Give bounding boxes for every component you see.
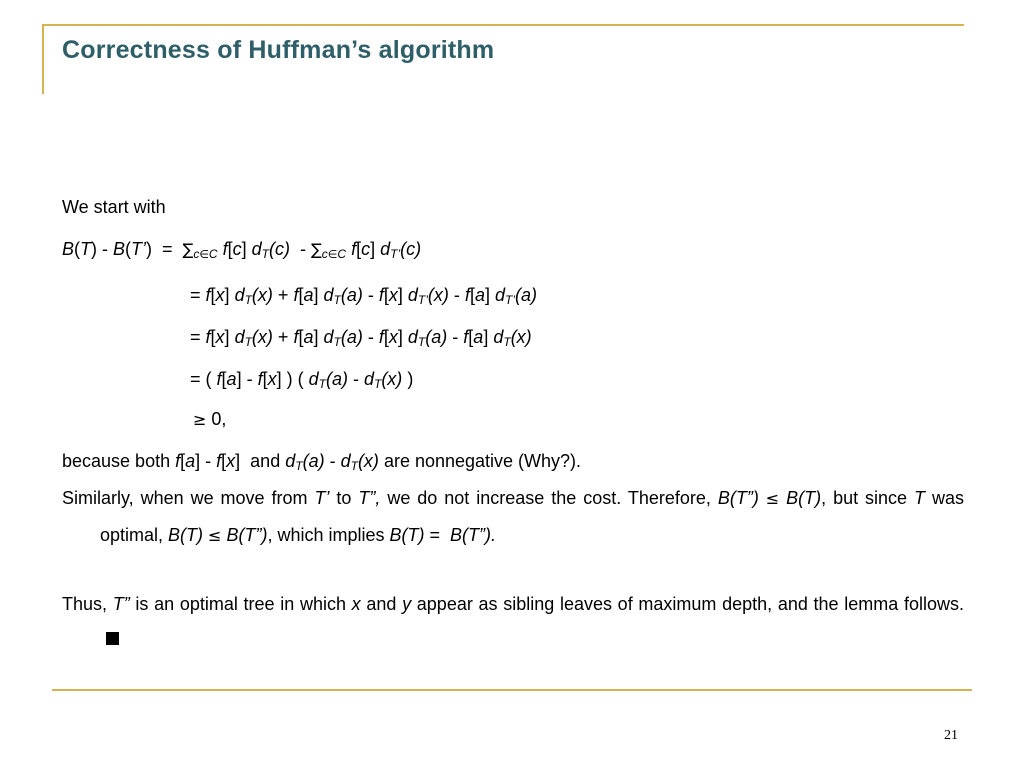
equation-line-3: = f[x] $d_T(x) + f[a]$ $d_T(a) - f[x]$ $d_T(a) - f[a]$ $d_T(x)$ <box>190 327 532 349</box>
bottom-rule <box>52 689 972 691</box>
thus-paragraph: Thus, T” is an optimal tree in which x and y appear as sibling leaves of maximum depth, and the lemma follows. <box>62 586 964 658</box>
top-rule <box>42 24 964 26</box>
intro-text: We start with <box>62 197 166 217</box>
equation-line-5: ≥ 0, <box>193 409 227 429</box>
because-line: because both f[a] - f[x] and $d_T(a) - d_T(x)$ are nonnegative (Why?). <box>62 451 582 473</box>
slide-title: Correctness of Huffman’s algorithm <box>62 36 495 64</box>
similarly-paragraph: Similarly, when we move from T’ to T”, we do not increase the cost. Therefore, B(T”) ≤ B(T), but since T was optimal, B(T) ≤ B(T”), which implies B(T) = B(T”). <box>62 488 964 545</box>
qed-square-icon <box>106 632 119 645</box>
equation-line-1: B(T) - B(T’) = $\sum_{c\in C}$ f[c] $d_T(c) - \sum_{c\in C}$ f[c] $d_{T’}(c)$ <box>62 239 422 261</box>
page-number: 21 <box>944 728 958 743</box>
equation-line-2: = f[x] $d_T(x) + f[a]$ $d_T(a) - f[x]$ $d_{T’}(x) - f[a]$ $d_{T’}(a)$ <box>190 285 537 307</box>
equation-line-4: = ( f[a] - f[x] ) ( $d_T(a) - d_T(x)$ ) <box>190 369 414 391</box>
left-rule <box>42 24 44 94</box>
